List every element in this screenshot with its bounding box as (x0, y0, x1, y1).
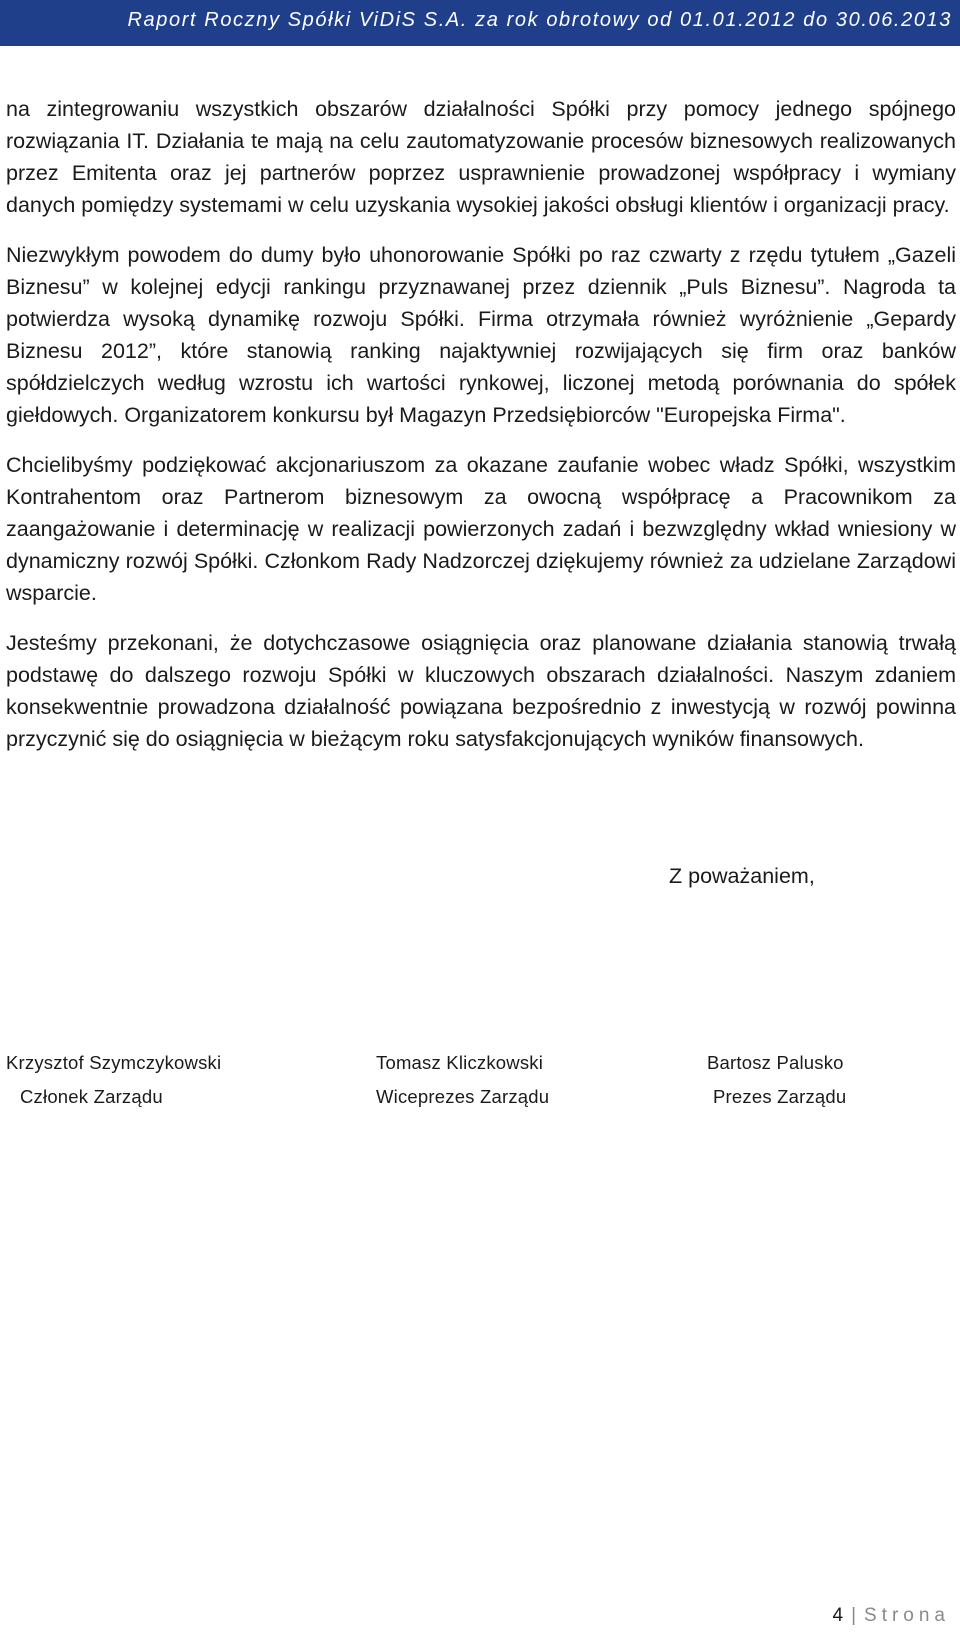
page-footer (833, 1605, 951, 1627)
signature-name-3: Bartosz Palusko (707, 1052, 844, 1073)
letter-body (6, 93, 956, 755)
closing-salutation: Z poważaniem, (669, 864, 815, 888)
report-header-band (0, 0, 960, 46)
signature-name-1: Krzysztof Szymczykowski (6, 1052, 222, 1073)
signature-role-2: Wiceprezes Zarządu (376, 1086, 550, 1107)
report-header-title: Raport Roczny Spółki ViDiS S.A. za rok obrotowy od 01.01.2012 do 30.06.2013 (127, 9, 952, 31)
paragraph-it-integration: na zintegrowaniu wszystkich obszarów działalności Spółki przy pomocy jednego spójnego rozwiązania IT. Działania te mają na celu zautomatyzowanie procesów biznesowych realizowanych przez Emitenta oraz jej partnerów poprzez usprawnienie prowadzonej współpracy i wymiany danych pomiędzy systemami w celu uzyskania wysokiej jakości obsługi klientów i organizacji pracy. (6, 97, 956, 217)
paragraph-outlook: Jesteśmy przekonani, że dotychczasowe osiągnięcia oraz planowane działania stanowią trwałą podstawę do dalszego rozwoju Spółki w kluczowych obszarach działalności. Naszym zdaniem konsekwentnie prowadzona działalność powiązana bezpośrednio z inwestycją w rozwój powinna przyczynić się do osiągnięcia w bieżącym roku satysfakcjonujących wyników finansowych. (6, 631, 956, 751)
footer-separator: | (851, 1605, 857, 1626)
signature-role-3: Prezes Zarządu (713, 1086, 847, 1107)
paragraph-thanks: Chcielibyśmy podziękować akcjonariuszom za okazane zaufanie wobec władz Spółki, wszystkim Kontrahentom oraz Partnerom biznesowym za owocną współpracę a Pracownikom za zaangażowanie i determinację w realizacji powierzonych zadań i bezwzględny wkład wniesiony w dynamiczny rozwój Spółki. Członkom Rady Nadzorczej dziękujemy również za udzielane Zarządowi wsparcie. (6, 453, 956, 605)
signature-name-2: Tomasz Kliczkowski (376, 1052, 544, 1073)
page-number: 4 (832, 1605, 844, 1626)
signature-role-1: Członek Zarządu (20, 1086, 163, 1107)
paragraph-awards: Niezwykłym powodem do dumy było uhonorowanie Spółki po raz czwarty z rzędu tytułem „Gazeli Biznesu” w kolejnej edycji rankingu przyznawanej przez dziennik „Puls Biznesu”. Nagroda ta potwierdza wysoką dynamikę rozwoju Spółki. Firma otrzymała również wyróżnienie „Gepardy Biznesu 2012”, które stanowią ranking najaktywniej rozwijających się firm oraz banków spółdzielczych według wzrostu ich wartości rynkowej, liczonej metodą porównania do spółek giełdowych. Organizatorem konkursu był Magazyn Przedsiębiorców "Europejska Firma". (6, 243, 956, 427)
page-label: Strona (864, 1605, 950, 1626)
